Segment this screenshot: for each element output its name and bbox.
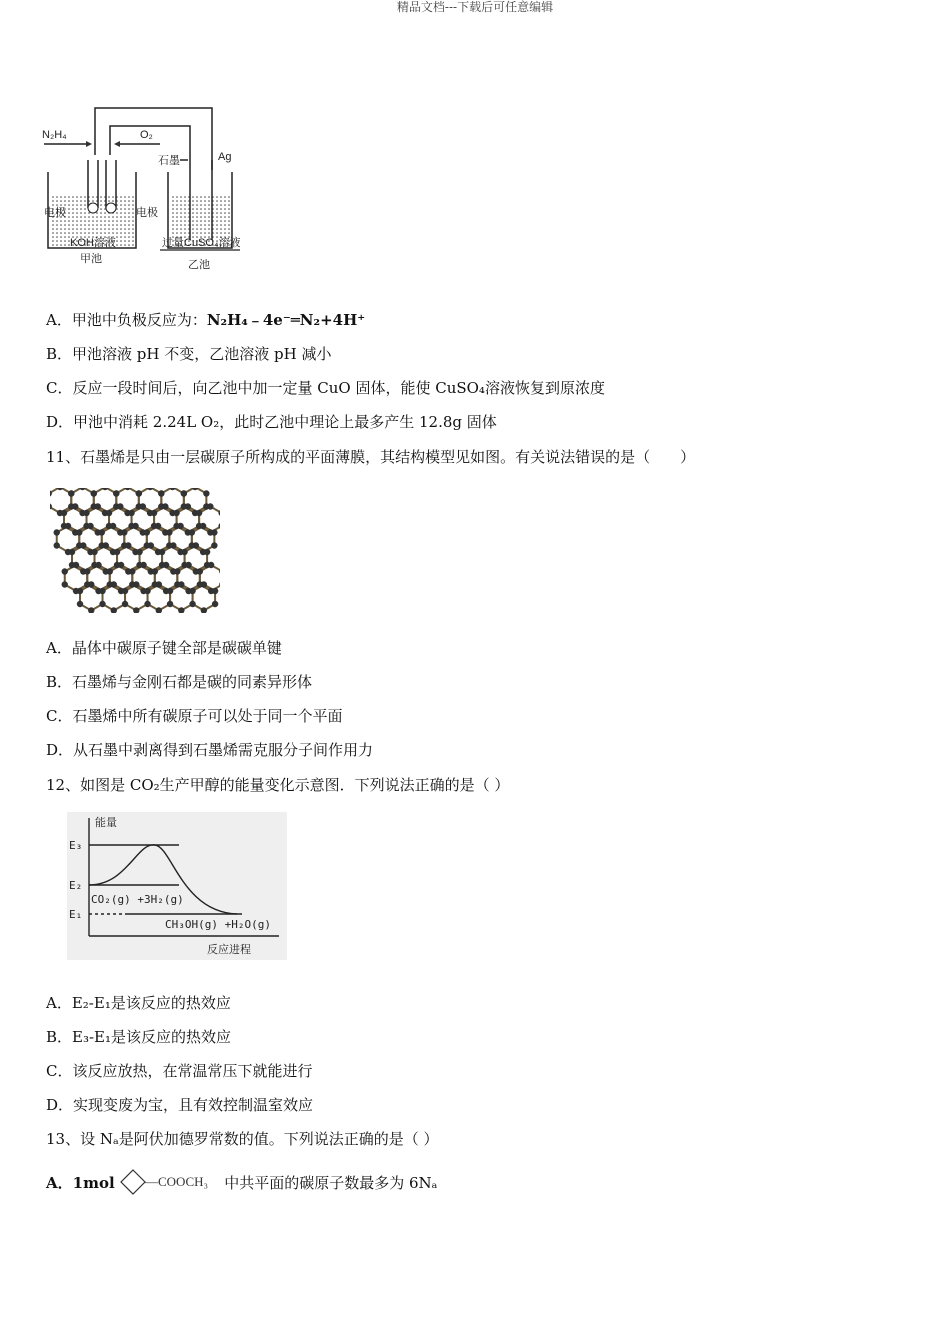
q11-option-a: A．晶体中碳原子键全部是碳碳单键 xyxy=(46,639,282,657)
carbon-atom xyxy=(159,549,165,555)
carbon-atom xyxy=(166,529,172,535)
carbon-atom xyxy=(107,568,113,574)
carbon-atom xyxy=(99,529,105,535)
carbon-atom xyxy=(102,488,108,490)
carbon-atom xyxy=(122,588,128,594)
carbon-atom xyxy=(69,549,75,555)
carbon-atom xyxy=(95,503,101,509)
label-graphite: 石墨 xyxy=(158,155,180,167)
cell-diagram xyxy=(40,100,250,280)
carbon-atom xyxy=(110,523,116,529)
carbon-atom xyxy=(197,568,203,574)
carbon-atom xyxy=(65,523,71,529)
energy-xlabel: 反应进程 xyxy=(207,943,251,956)
carbon-atom xyxy=(200,523,206,529)
carbon-atom xyxy=(122,601,128,607)
cyclobutane-structure xyxy=(119,1168,219,1198)
carbon-atom xyxy=(192,488,198,490)
carbon-atom xyxy=(121,529,127,535)
label-n2h4: N₂H₄ xyxy=(42,129,67,141)
label-reactants: CO₂(g) +3H₂(g) xyxy=(91,893,184,906)
carbon-atom xyxy=(178,581,184,587)
carbon-atom xyxy=(91,549,97,555)
page-header: 精品文档---下载后可任意编辑 xyxy=(396,0,554,14)
carbon-atom xyxy=(152,568,158,574)
carbon-atom xyxy=(177,523,183,529)
ester-group: —COOCH₃ xyxy=(145,1174,209,1189)
carbon-atom xyxy=(211,529,217,535)
carbon-atom xyxy=(208,562,214,568)
q13-stem: 13、设 Nₐ是阿伏加德罗常数的值。下列说法正确的是（ ） xyxy=(46,1130,439,1148)
carbon-atom xyxy=(113,490,119,496)
q11-option-b: B．石墨烯与金刚石都是碳的同素异形体 xyxy=(46,673,313,691)
carbon-atom xyxy=(129,568,135,574)
carbon-atom xyxy=(80,542,86,548)
graphene-model xyxy=(50,488,220,613)
carbon-atom xyxy=(91,490,97,496)
carbon-atom xyxy=(162,503,168,509)
carbon-atom xyxy=(54,542,60,548)
carbon-atom xyxy=(83,510,89,516)
label-electrode-right: 电极 xyxy=(136,207,158,219)
graphene-hexagon xyxy=(50,488,71,513)
q12-option-a: A．E₂-E₁是该反应的热效应 xyxy=(46,994,231,1012)
carbon-atom xyxy=(77,601,83,607)
q10-option-c: C．反应一段时间后，向乙池中加一定量 CuO 固体，能使 CuSO₄溶液恢复到原浓度 xyxy=(46,379,605,397)
label-products: CH₃OH(g) +H₂O(g) xyxy=(165,918,271,931)
q12-option-d: D．实现变废为宝，且有效控制温室效应 xyxy=(46,1096,314,1114)
carbon-atom xyxy=(72,503,78,509)
carbon-atom xyxy=(193,542,199,548)
carbon-atom xyxy=(212,601,218,607)
carbon-atom xyxy=(54,529,60,535)
carbon-atom xyxy=(155,523,161,529)
carbon-atom xyxy=(118,562,124,568)
carbon-atom xyxy=(189,588,195,594)
carbon-atom xyxy=(156,581,162,587)
q10-option-b: B．甲池溶液 pH 不变，乙池溶液 pH 减小 xyxy=(46,345,332,363)
carbon-atom xyxy=(140,562,146,568)
carbon-atom xyxy=(62,568,68,574)
carbon-atom xyxy=(144,529,150,535)
carbon-atom xyxy=(144,588,150,594)
carbon-atom xyxy=(57,488,63,490)
carbon-atom xyxy=(189,601,195,607)
carbon-atom xyxy=(173,510,179,516)
carbon-atom xyxy=(111,581,117,587)
carbon-atom xyxy=(140,503,146,509)
carbon-atom xyxy=(211,542,217,548)
q10-option-a: A．甲池中负极反应为：N₂H₄﹣4e⁻═N₂+4H⁺ xyxy=(46,311,366,329)
carbon-atom xyxy=(99,588,105,594)
q12-option-c: C．该反应放热，在常温常压下就能进行 xyxy=(46,1062,313,1080)
carbon-atom xyxy=(185,503,191,509)
q11-option-d: D．从石墨中剥离得到石墨烯需克服分子间作用力 xyxy=(46,741,374,759)
carbon-atom xyxy=(189,529,195,535)
carbon-atom xyxy=(95,562,101,568)
carbon-atom xyxy=(136,490,142,496)
carbon-atom xyxy=(117,503,123,509)
carbon-atom xyxy=(133,581,139,587)
energy-diagram xyxy=(67,812,287,960)
carbon-atom xyxy=(79,488,85,490)
q11-stem: 11、石墨烯是只由一层碳原子所构成的平面薄膜，其结构模型见如图。有关说法错误的是（ ） xyxy=(46,448,696,466)
label-koh: KOH溶液 xyxy=(70,237,116,249)
carbon-atom xyxy=(132,523,138,529)
carbon-atom xyxy=(158,490,164,496)
q12-option-b: B．E₃-E₁是该反应的热效应 xyxy=(46,1028,232,1046)
carbon-atom xyxy=(170,542,176,548)
carbon-atom xyxy=(167,601,173,607)
carbon-atom xyxy=(212,588,218,594)
label-cuso4: 过量CuSO₄溶液 xyxy=(162,237,241,249)
carbon-atom xyxy=(151,510,157,516)
carbon-atom xyxy=(136,549,142,555)
label-yi: 乙池 xyxy=(188,259,210,271)
energy-ylabel: 能量 xyxy=(95,816,117,829)
carbon-atom xyxy=(169,488,175,490)
q13-option-a: A．1mol —COOCH₃ 中共平面的碳原子数最多为 6Nₐ xyxy=(46,1168,437,1202)
carbon-atom xyxy=(204,549,210,555)
label-electrode-left: 电极 xyxy=(44,207,66,219)
carbon-atom xyxy=(114,549,120,555)
carbon-atom xyxy=(77,588,83,594)
carbon-atom xyxy=(103,542,109,548)
label-e2: E₂ xyxy=(69,879,83,892)
carbon-atom xyxy=(163,562,169,568)
carbon-atom xyxy=(88,581,94,587)
q12-stem: 12、如图是 CO₂生产甲醇的能量变化示意图．下列说法正确的是（ ） xyxy=(46,776,510,794)
carbon-atom xyxy=(201,581,207,587)
label-e3: E₃ xyxy=(69,839,83,852)
carbon-atom xyxy=(84,568,90,574)
label-o2: O₂ xyxy=(140,129,153,141)
carbon-atom xyxy=(181,549,187,555)
carbon-atom xyxy=(124,488,130,490)
carbon-atom xyxy=(147,488,153,490)
carbon-atom xyxy=(62,581,68,587)
label-jia: 甲池 xyxy=(80,253,102,265)
q11-option-c: C．石墨烯中所有碳原子可以处于同一个平面 xyxy=(46,707,343,725)
carbon-atom xyxy=(125,542,131,548)
carbon-atom xyxy=(174,568,180,574)
carbon-atom xyxy=(196,510,202,516)
carbon-atom xyxy=(185,562,191,568)
carbon-atom xyxy=(73,562,79,568)
carbon-atom xyxy=(99,601,105,607)
carbon-atom xyxy=(87,523,93,529)
carbon-atom xyxy=(148,542,154,548)
carbon-atom xyxy=(106,510,112,516)
carbon-atom xyxy=(144,601,150,607)
q10-option-d: D．甲池中消耗 2.24L O₂，此时乙池中理论上最多产生 12.8g 固体 xyxy=(46,413,497,431)
carbon-atom xyxy=(181,490,187,496)
carbon-atom xyxy=(61,510,67,516)
carbon-atom xyxy=(207,503,213,509)
q10-option-a-formula: N₂H₄﹣4e⁻═N₂+4H⁺ xyxy=(206,311,366,329)
carbon-atom xyxy=(76,529,82,535)
carbon-atom xyxy=(167,588,173,594)
carbon-atom xyxy=(68,490,74,496)
label-e1: E₁ xyxy=(69,908,83,921)
label-ag: Ag xyxy=(218,151,232,163)
carbon-atom xyxy=(128,510,134,516)
carbon-atom xyxy=(203,490,209,496)
